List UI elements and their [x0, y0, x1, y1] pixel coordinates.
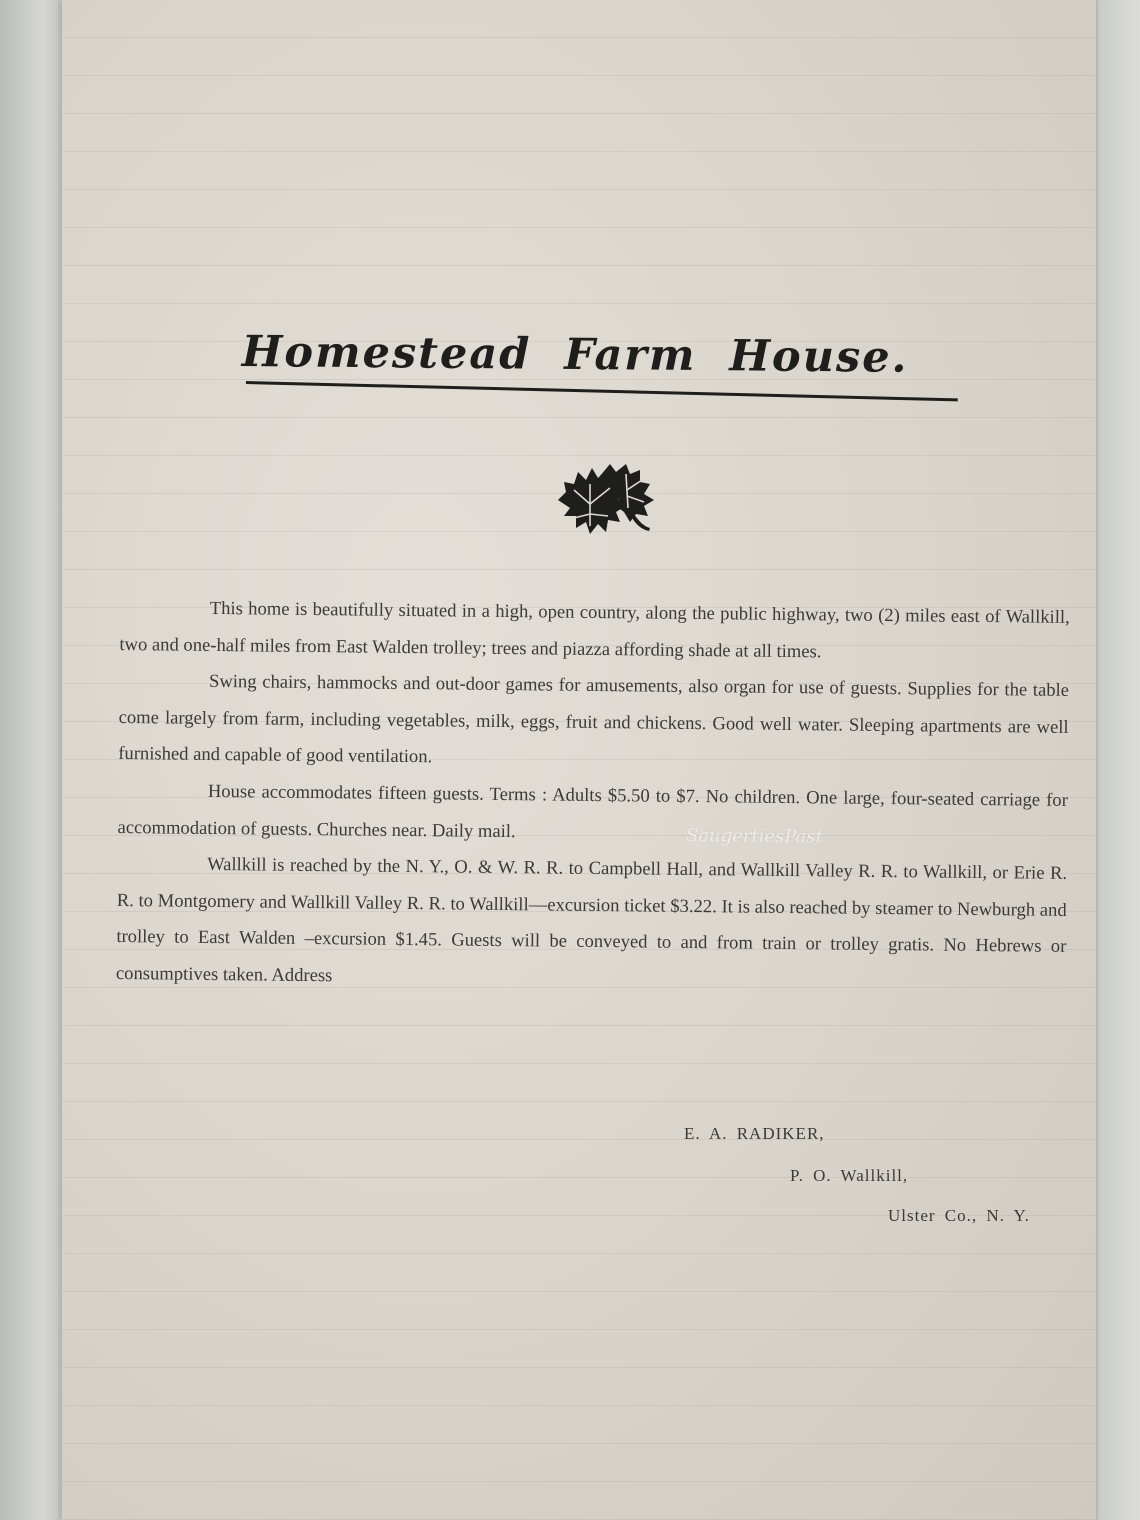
leaf-icon: [550, 456, 662, 548]
body-text: [116, 590, 1070, 1002]
title-underline: [246, 381, 958, 401]
address-post-office: P. O. Wallkill,: [790, 1166, 909, 1185]
backdrop-left: [0, 0, 60, 1520]
paragraph-location: This home is beautifully situated in a high, open country, along the public highway, two (2) miles east of Wallkill, two and one-half miles from East Walden trolley; trees and piazza affording shade at all times.: [119, 597, 1070, 662]
paragraph-amenities: Swing chairs, hammocks and out-door games for amusements, also organ for use of guests. Supplies for the table come largely from farm, including vegetables, milk, eggs, fruit and chickens. Good well water. Sleeping apartments are well furnished and capable of good ventilation.: [118, 671, 1070, 768]
backdrop-right: [1090, 0, 1140, 1520]
watermark: SaugertiesPast: [685, 825, 823, 848]
paper-sheet: [62, 0, 1096, 1520]
address-name: E. A. RADIKER,: [684, 1124, 825, 1143]
address-county: Ulster Co., N. Y.: [888, 1206, 1030, 1225]
document-title: Homestead Farm House.: [241, 327, 909, 383]
paragraph-terms: House accommodates fifteen guests. Terms : Adults $5.50 to $7. No children. One large, four-seated carriage for accommodation of guests. Churches near. Daily mail.: [117, 780, 1068, 842]
paragraph-directions: Wallkill is reached by the N. Y., O. & W. R. R. to Campbell Hall, and Wallkill Valley R. R. to Wallkill, or Erie R. R. to Montgomery and Wallkill Valley R. R. to Wallkill—excursion ticket $3.22. It is also reached by steamer to Newburgh and trolley to East Walden –excursion $1.45. Guests will be conveyed to and from train or trolley gratis. No Hebrews or consumptives taken. Address: [115, 854, 1068, 987]
